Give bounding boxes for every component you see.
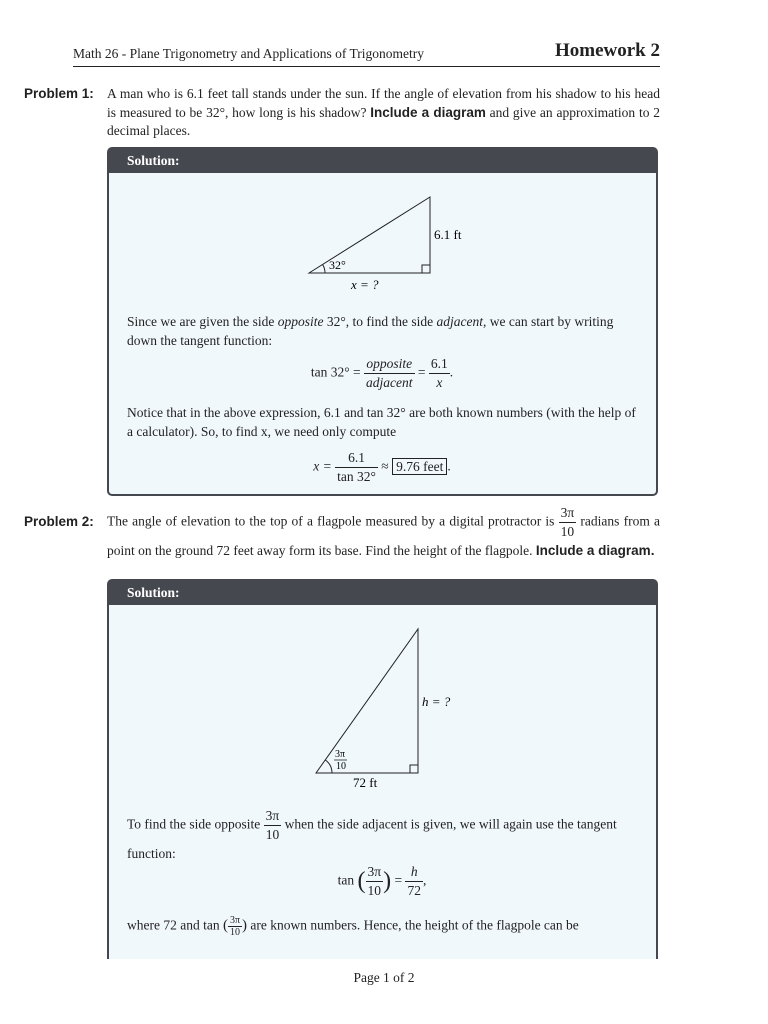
problem-1-text-bold: Include a diagram bbox=[370, 104, 486, 120]
p2-para1-text-a: To find the side opposite bbox=[127, 816, 261, 832]
eq1-equals: = bbox=[417, 364, 426, 380]
eq3-den2: 72 bbox=[407, 883, 421, 898]
p2-para2-close-paren: ) bbox=[242, 917, 248, 934]
solution-2-title: Solution: bbox=[109, 581, 656, 605]
equation-2 bbox=[127, 449, 637, 486]
eq2-fraction bbox=[335, 449, 378, 486]
eq3-lhs: tan bbox=[337, 872, 355, 888]
opposite-label-1: 6.1 ft bbox=[434, 227, 462, 242]
right-angle-marker-1 bbox=[422, 265, 430, 273]
eq2-den: tan 32° bbox=[337, 469, 376, 484]
eq1-lhs: tan 32° = bbox=[310, 364, 361, 380]
problem-2-label: Problem 2: bbox=[24, 514, 94, 529]
eq2-lhs: x = bbox=[313, 458, 332, 474]
eq3-fraction-1 bbox=[366, 863, 384, 900]
solution-box-1 bbox=[107, 147, 658, 496]
solution-box-2 bbox=[107, 579, 658, 959]
eq3-num2: h bbox=[405, 863, 423, 882]
p2-para1-num: 3π bbox=[264, 807, 282, 826]
eq3-num: 3π bbox=[366, 863, 384, 882]
solution-1-para-1 bbox=[127, 313, 637, 350]
eq1-den2: x bbox=[436, 375, 443, 390]
eq2-answer: 9.76 feet bbox=[392, 458, 447, 475]
angle-label-1: 32° bbox=[329, 258, 346, 272]
eq1-fraction-2 bbox=[429, 355, 450, 392]
eq3-end: , bbox=[422, 872, 427, 888]
eq1-num2: 6.1 bbox=[429, 355, 450, 374]
problem-1-text bbox=[107, 85, 660, 141]
problem-2-angle-den: 10 bbox=[560, 524, 575, 539]
eq2-approx: ≈ bbox=[381, 458, 389, 474]
solution-2-para-2 bbox=[127, 915, 637, 938]
eq3-fraction-2 bbox=[405, 863, 423, 900]
adjacent-label-1: x = ? bbox=[351, 277, 379, 292]
eq1-num1: opposite bbox=[364, 355, 415, 374]
eq1-fraction-1 bbox=[364, 355, 415, 392]
eq1-den1: adjacent bbox=[366, 375, 413, 390]
p2-para1-text-b: when the side adjacent is given, we will again use the tangent function: bbox=[127, 816, 617, 861]
eq3-open-paren: ( bbox=[357, 868, 366, 894]
p2-para1-den: 10 bbox=[265, 827, 280, 842]
angle-arc-1 bbox=[323, 265, 325, 274]
triangle-2 bbox=[316, 629, 418, 773]
triangle-1 bbox=[309, 197, 430, 273]
p2-para2-text-a: where 72 and tan bbox=[127, 917, 220, 933]
p2-para2-text-b: are known numbers. Hence, the height of the flagpole can be bbox=[250, 917, 579, 933]
triangle-diagram-2 bbox=[109, 621, 656, 811]
problem-2-text-bold: Include a diagram. bbox=[535, 543, 655, 558]
course-title: Math 26 - Plane Trigonometry and Applications of Trigonometry bbox=[73, 46, 424, 61]
angle-arc-2 bbox=[325, 760, 332, 773]
eq2-end: . bbox=[447, 458, 451, 474]
equation-1 bbox=[127, 355, 637, 392]
p2-para2-num: 3π bbox=[229, 915, 241, 926]
eq3-close-paren: ) bbox=[383, 868, 392, 894]
p2-para2-den: 10 bbox=[230, 927, 240, 938]
problem-2-angle-num: 3π bbox=[559, 504, 577, 523]
solution-1-para-2: Notice that in the above expression, 6.1 and tan 32° are both known numbers (with the help of a calculator). So, to find x, we need only compute bbox=[127, 405, 636, 439]
homework-title: Homework 2 bbox=[554, 40, 660, 61]
angle-label-2-num: 3π bbox=[335, 749, 346, 760]
para1-text-b: 32°, to find the side bbox=[326, 314, 434, 329]
page-header bbox=[73, 38, 660, 67]
para1-adjacent: adjacent bbox=[436, 314, 483, 329]
problem-2-text bbox=[107, 504, 660, 560]
problem-2-text-a: The angle of elevation to the top of a flagpole measured by a digital protractor is bbox=[107, 513, 555, 529]
triangle-diagram-1 bbox=[109, 179, 656, 309]
eq2-num: 6.1 bbox=[335, 449, 378, 468]
equation-3 bbox=[127, 863, 637, 900]
solution-1-title: Solution: bbox=[109, 149, 656, 173]
p2-para2-open-paren: ( bbox=[222, 917, 228, 934]
problem-2-text-b: radians from a point on the ground 72 feet away form its base. Find the height of the flagpole. bbox=[107, 513, 661, 558]
eq1-end: . bbox=[449, 364, 454, 380]
para1-text-a: Since we are given the side bbox=[127, 314, 275, 329]
angle-label-2-den: 10 bbox=[336, 761, 346, 772]
p2-para1-fraction bbox=[264, 807, 282, 844]
solution-2-para-1 bbox=[127, 807, 637, 864]
right-angle-marker-2 bbox=[410, 765, 418, 773]
para1-opposite: opposite bbox=[277, 314, 324, 329]
problem-1-label: Problem 1: bbox=[24, 86, 94, 101]
adjacent-label-2: 72 ft bbox=[353, 775, 378, 790]
p2-para2-fraction bbox=[228, 915, 242, 938]
eq3-den: 10 bbox=[367, 883, 382, 898]
opposite-label-2: h = ? bbox=[422, 694, 451, 709]
problem-2-angle-fraction bbox=[559, 504, 577, 541]
para1-text-c: , we can start by writing down the tangent function: bbox=[127, 314, 614, 348]
eq3-equals: = bbox=[394, 872, 403, 888]
problem-1-text-a: A man who is 6.1 feet tall stands under the sun. If the angle of elevation from his shadow to his head is measured to be 32°, how long is his shadow? bbox=[107, 86, 660, 120]
page-number: Page 1 of 2 bbox=[353, 970, 415, 985]
problem-1-text-b: and give an approximation to 2 decimal places. bbox=[107, 104, 660, 138]
